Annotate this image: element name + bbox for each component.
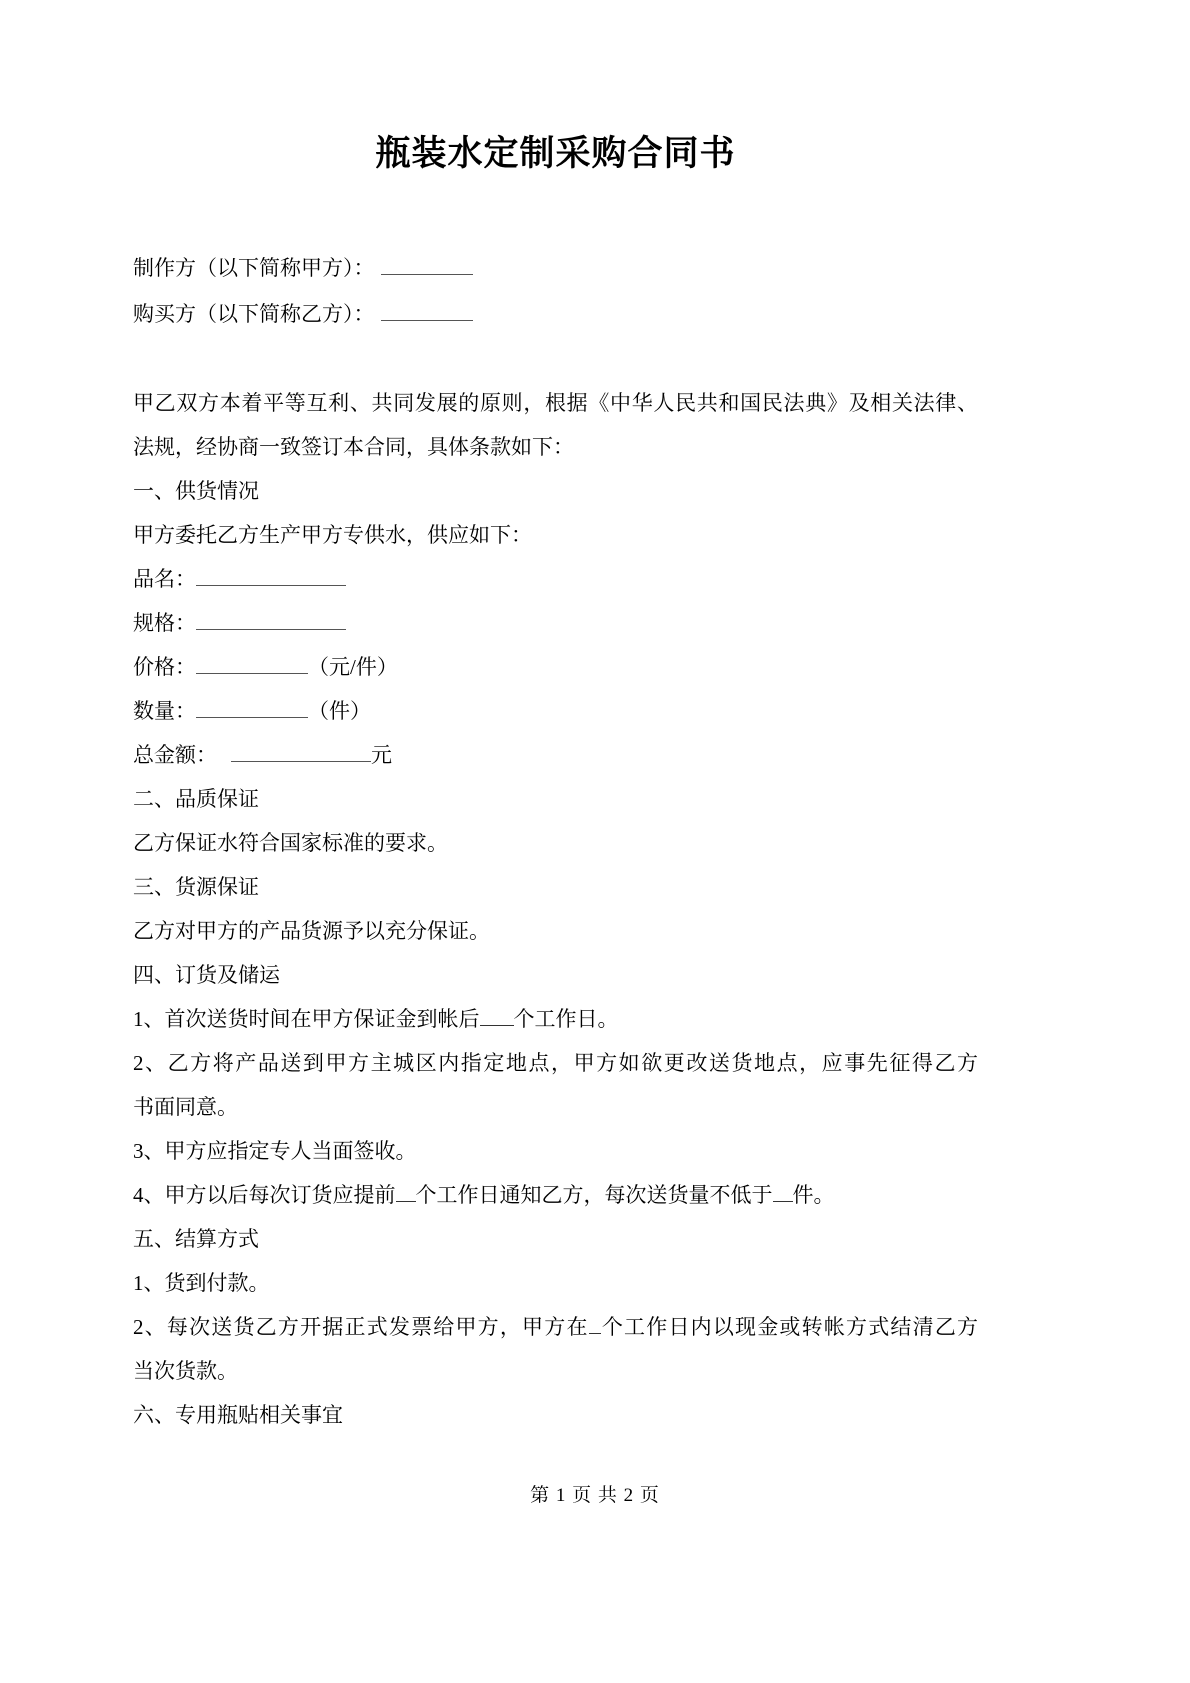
party-line-buyer (133, 291, 978, 337)
section-5-item-2-line-2: 当次货款。 (133, 1359, 238, 1383)
document-content (133, 0, 978, 1437)
title-spacer (133, 175, 978, 235)
section-4-item-4-text-c: 件。 (792, 1183, 835, 1207)
section-heading-6: 六、专用瓶贴相关事宜 (133, 1403, 343, 1427)
section-heading-3: 三、货源保证 (133, 875, 259, 899)
section-4-item-4 (133, 1173, 978, 1217)
section-5-item-2-blank[interactable] (589, 1312, 601, 1334)
field-quantity-label: 数量： (133, 699, 196, 723)
section-2-body: 乙方保证水符合国家标准的要求。 (133, 831, 448, 855)
section-4-item-4-blank-1[interactable] (396, 1180, 416, 1202)
party-block (133, 245, 978, 337)
section-heading-4: 四、订货及储运 (133, 963, 280, 987)
field-total-amount-blank[interactable] (231, 740, 371, 762)
field-quantity (133, 689, 978, 733)
section-4-item-2-line-2: 书面同意。 (133, 1095, 238, 1119)
section-4-item-4-text-b: 个工作日通知乙方，每次送货量不低于 (415, 1183, 773, 1207)
field-spec (133, 601, 978, 645)
section-4-item-1-text-b: 个工作日。 (513, 1007, 619, 1031)
field-quantity-unit: （件） (308, 699, 371, 723)
section-4-item-4-blank-2[interactable] (773, 1180, 793, 1202)
section-5-item-2-line-1 (133, 1305, 978, 1349)
field-total-amount (133, 733, 978, 777)
section-3-body: 乙方对甲方的产品货源予以充分保证。 (133, 919, 490, 943)
section-5-item-2-text-a: 2、每次送货乙方开据正式发票给甲方，甲方在 (133, 1315, 589, 1339)
preamble-line-2: 法规，经协商一致签订本合同，具体条款如下： (133, 435, 574, 459)
preamble-line-1: 甲乙双方本着平等互利、共同发展的原则，根据《中华人民共和国民法典》及相关法律、 (133, 391, 978, 415)
document-body (133, 381, 978, 1437)
field-price-blank[interactable] (196, 652, 308, 674)
field-total-amount-label: 总金额： (133, 743, 217, 767)
field-price-label: 价格： (133, 655, 196, 679)
section-heading-5: 五、结算方式 (133, 1227, 259, 1251)
field-product-name (133, 557, 978, 601)
field-quantity-blank[interactable] (196, 696, 308, 718)
party-blank-seller[interactable] (381, 253, 473, 275)
field-price (133, 645, 978, 689)
field-product-name-label: 品名： (133, 567, 196, 591)
field-price-unit: （元/件） (308, 655, 398, 679)
field-spec-label: 规格： (133, 611, 196, 635)
party-label-seller: 制作方（以下简称甲方）： (133, 256, 375, 280)
party-line-seller (133, 245, 978, 291)
section-4-item-3: 3、甲方应指定专人当面签收。 (133, 1139, 417, 1163)
section-1-intro: 甲方委托乙方生产甲方专供水，供应如下： (133, 523, 532, 547)
field-total-amount-unit: 元 (371, 743, 392, 767)
section-4-item-4-text-a: 4、甲方以后每次订货应提前 (133, 1183, 396, 1207)
party-label-buyer: 购买方（以下简称乙方）： (133, 302, 375, 326)
party-blank-buyer[interactable] (381, 299, 473, 321)
section-4-item-1 (133, 997, 978, 1041)
page-title: 瓶装水定制采购合同书 (375, 134, 736, 173)
page-footer: 第 1 页 共 2 页 (530, 1485, 660, 1506)
section-5-item-2-text-b: 个工作日内以现金或转帐方式结清乙方 (600, 1315, 979, 1339)
section-heading-2: 二、品质保证 (133, 787, 259, 811)
section-4-item-1-text-a: 1、首次送货时间在甲方保证金到帐后 (133, 1007, 480, 1031)
section-heading-1: 一、供货情况 (133, 479, 259, 503)
field-spec-blank[interactable] (196, 608, 346, 630)
section-4-item-1-blank[interactable] (480, 1004, 514, 1026)
section-4-item-2-line-1: 2、乙方将产品送到甲方主城区内指定地点，甲方如欲更改送货地点，应事先征得乙方 (133, 1051, 978, 1075)
field-product-name-blank[interactable] (196, 564, 346, 586)
section-5-item-1: 1、货到付款。 (133, 1271, 270, 1295)
